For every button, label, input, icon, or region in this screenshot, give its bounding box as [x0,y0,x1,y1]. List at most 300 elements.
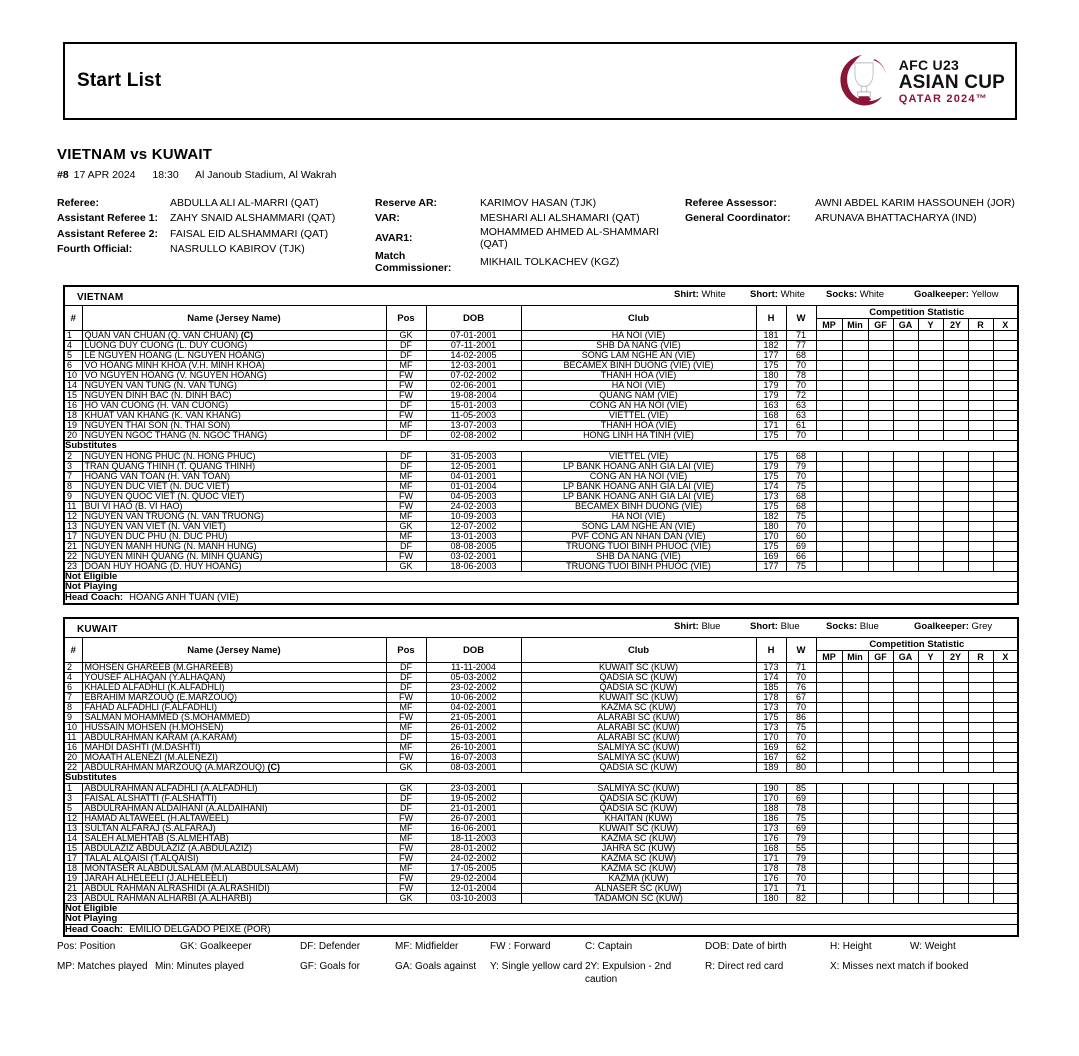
match-number: #8 [57,169,69,181]
player-stat-cell [816,331,842,341]
player-pos-cell: DF [386,663,426,673]
player-club-cell: ALNASER SC (KUW) [521,883,756,893]
player-weight-cell: 70 [786,703,816,713]
player-stat-cell [993,713,1018,723]
player-stat-cell [842,561,868,571]
player-stat-cell [943,883,968,893]
head-coach-label: Head Coach: [65,924,124,935]
player-pos-cell: DF [386,793,426,803]
player-number-cell: 8 [64,703,82,713]
player-club-cell: KAZMA (KUW) [521,873,756,883]
stat-col-header: 2Y [943,319,968,331]
player-stat-cell [943,361,968,371]
player-row [64,471,1018,481]
player-stat-cell [943,703,968,713]
player-stat-cell [816,753,842,763]
player-stat-cell [893,361,918,371]
player-row [64,833,1018,843]
player-stat-cell [868,883,893,893]
player-stat-cell [816,391,842,401]
player-stat-cell [918,411,943,421]
not-playing-label: Not Playing [64,914,1018,925]
player-stat-cell [918,461,943,471]
player-number-cell: 15 [64,391,82,401]
player-stat-cell [993,341,1018,351]
player-club-cell: HA NOI (VIE) [521,381,756,391]
player-name-cell: BUI VI HAO (B. VI HAO) [82,501,386,511]
player-stat-cell [968,331,993,341]
player-weight-cell: 78 [786,803,816,813]
player-row [64,531,1018,541]
player-number-cell: 6 [64,361,82,371]
player-dob-cell: 24-02-2003 [426,501,521,511]
player-pos-cell: DF [386,673,426,683]
player-club-cell: KAZMA SC (KUW) [521,863,756,873]
player-stat-cell [968,461,993,471]
kit-label: Goalkeeper: [914,289,969,300]
player-stat-cell [868,521,893,531]
player-pos-cell: MF [386,511,426,521]
player-stat-cell [868,341,893,351]
player-stat-cell [993,703,1018,713]
player-height-cell: 188 [756,803,786,813]
player-stat-cell [816,763,842,773]
player-stat-cell [842,893,868,903]
player-club-cell: KUWAIT SC (KUW) [521,663,756,673]
player-stat-cell [993,511,1018,521]
player-stat-cell [968,883,993,893]
player-stat-cell [993,551,1018,561]
player-stat-cell [893,531,918,541]
player-stat-cell [968,471,993,481]
player-pos-cell: DF [386,451,426,461]
player-stat-cell [842,743,868,753]
player-row [64,803,1018,813]
player-height-cell: 173 [756,703,786,713]
player-height-cell: 179 [756,461,786,471]
player-name-cell: NGUYEN MANH HUNG (N. MANH HUNG) [82,541,386,551]
player-club-cell: THANH HOA (VIE) [521,371,756,381]
match-time: 18:30 [152,169,179,181]
substitutes-row [64,441,1018,452]
player-stat-cell [918,863,943,873]
player-stat-cell [893,511,918,521]
player-club-cell: KAZMA SC (KUW) [521,853,756,863]
player-stat-cell [868,421,893,431]
team-name: VIETNAM [77,292,124,303]
player-name-cell: LE NGUYEN HOANG (L. NGUYEN HOANG) [82,351,386,361]
not-playing-label: Not Playing [64,582,1018,593]
player-row [64,823,1018,833]
player-pos-cell: FW [386,411,426,421]
player-dob-cell: 19-05-2002 [426,793,521,803]
player-stat-cell [893,853,918,863]
player-stat-cell [893,683,918,693]
player-stat-cell [993,561,1018,571]
player-stat-cell [893,351,918,361]
head-coach-row [64,924,1018,936]
kit-info: Shirt: White [674,289,726,300]
player-stat-cell [993,541,1018,551]
player-stat-cell [993,873,1018,883]
legend-item: MP: Matches played [57,961,148,972]
player-stat-cell [968,551,993,561]
player-row [64,491,1018,501]
player-number-cell: 7 [64,471,82,481]
player-stat-cell [993,763,1018,773]
player-stat-cell [993,753,1018,763]
player-row [64,411,1018,421]
player-weight-cell: 85 [786,783,816,793]
substitutes-label: Substitutes [64,441,1018,452]
player-stat-cell [893,451,918,461]
player-pos-cell: FW [386,753,426,763]
player-height-cell: 175 [756,501,786,511]
official-value: ABDULLA ALI AL-MARRI (QAT) [170,196,319,209]
player-stat-cell [816,693,842,703]
player-stat-cell [968,341,993,351]
player-pos-cell: GK [386,783,426,793]
player-club-cell: TRUONG TUOI BINH PHUOC (VIE) [521,561,756,571]
col-name-header: Name (Jersey Name) [82,306,386,331]
official-label: General Coordinator: [685,212,791,225]
player-stat-cell [893,371,918,381]
player-dob-cell: 02-08-2002 [426,431,521,441]
player-club-cell: KUWAIT SC (KUW) [521,693,756,703]
official-label: Assistant Referee 1: [57,212,158,225]
legend-item: H: Height [830,941,872,952]
player-height-cell: 171 [756,883,786,893]
player-number-cell: 10 [64,723,82,733]
match-meta [57,169,350,181]
player-stat-cell [918,561,943,571]
player-stat-cell [868,451,893,461]
player-row [64,743,1018,753]
player-row [64,561,1018,571]
player-stat-cell [918,823,943,833]
kit-info: Goalkeeper: Grey [914,621,993,632]
player-pos-cell: DF [386,683,426,693]
player-stat-cell [918,451,943,461]
player-club-cell: LP BANK HOANG ANH GIA LAI (VIE) [521,461,756,471]
column-header-row [64,638,1018,651]
player-stat-cell [842,361,868,371]
player-dob-cell: 10-06-2002 [426,693,521,703]
player-stat-cell [943,561,968,571]
player-stat-cell [893,381,918,391]
player-stat-cell [842,843,868,853]
player-dob-cell: 31-05-2003 [426,451,521,461]
player-stat-cell [816,431,842,441]
player-dob-cell: 26-10-2001 [426,743,521,753]
player-club-cell: VIETTEL (VIE) [521,451,756,461]
team-header-row [64,618,1018,638]
player-stat-cell [943,733,968,743]
player-stat-cell [943,713,968,723]
player-row [64,733,1018,743]
player-height-cell: 169 [756,551,786,561]
player-number-cell: 8 [64,481,82,491]
player-height-cell: 176 [756,873,786,883]
player-dob-cell: 13-07-2003 [426,421,521,431]
player-stat-cell [918,883,943,893]
player-stat-cell [868,813,893,823]
player-stat-cell [842,733,868,743]
official-value: MESHARI ALI ALSHAMARI (QAT) [480,212,640,225]
kit-label: Shirt: [674,289,699,300]
match-date: 17 APR 2024 [73,169,136,181]
player-stat-cell [893,823,918,833]
player-height-cell: 173 [756,663,786,673]
player-stat-cell [868,501,893,511]
player-pos-cell: DF [386,431,426,441]
player-stat-cell [893,663,918,673]
kit-label: Socks: [826,621,858,632]
player-dob-cell: 12-03-2001 [426,361,521,371]
player-stat-cell [842,693,868,703]
player-stat-cell [943,551,968,561]
player-stat-cell [968,521,993,531]
player-stat-cell [816,471,842,481]
player-stat-cell [893,873,918,883]
player-pos-cell: DF [386,541,426,551]
player-stat-cell [816,673,842,683]
player-weight-cell: 75 [786,561,816,571]
player-stat-cell [816,361,842,371]
player-stat-cell [816,683,842,693]
official-value: ARUNAVA BHATTACHARYA (IND) [815,212,977,225]
player-stat-cell [868,753,893,763]
logo-line-qatar-2024: QATAR 2024™ [898,92,988,105]
player-stat-cell [993,863,1018,873]
player-name-cell: NGUYEN VAN TUNG (N. VAN TUNG) [82,381,386,391]
legend-item: Y: Single yellow card [490,961,583,972]
player-stat-cell [943,813,968,823]
player-number-cell: 13 [64,521,82,531]
player-stat-cell [918,893,943,903]
player-club-cell: SONG LAM NGHE AN (VIE) [521,351,756,361]
player-stat-cell [968,783,993,793]
player-stat-cell [893,491,918,501]
player-stat-cell [993,683,1018,693]
player-club-cell: TRUONG TUOI BINH PHUOC (VIE) [521,541,756,551]
stat-col-header: 2Y [943,651,968,663]
player-name-cell: NGUYEN HONG PHUC (N. HONG PHUC) [82,451,386,461]
official-row [375,211,675,227]
player-stat-cell [868,491,893,501]
player-club-cell: SALMIYA SC (KUW) [521,753,756,763]
player-stat-cell [842,401,868,411]
player-stat-cell [968,451,993,461]
player-stat-cell [968,541,993,551]
player-stat-cell [943,391,968,401]
player-stat-cell [842,531,868,541]
officials-column-1 [57,195,367,257]
player-number-cell: 12 [64,511,82,521]
player-row [64,813,1018,823]
player-dob-cell: 08-03-2001 [426,763,521,773]
player-row [64,511,1018,521]
player-weight-cell: 71 [786,883,816,893]
player-row [64,893,1018,903]
stat-col-header: R [968,651,993,663]
player-number-cell: 4 [64,673,82,683]
player-stat-cell [842,823,868,833]
player-stat-cell [868,833,893,843]
player-stat-cell [993,421,1018,431]
official-row [57,211,367,227]
player-dob-cell: 26-01-2002 [426,723,521,733]
player-stat-cell [968,893,993,903]
player-row [64,693,1018,703]
legend-item: Pos: Position [57,941,116,952]
player-stat-cell [943,501,968,511]
player-stat-cell [868,843,893,853]
player-name-cell: VO NGUYEN HOANG (V. NGUYEN HOANG) [82,371,386,381]
player-dob-cell: 12-01-2004 [426,883,521,893]
player-row [64,431,1018,441]
player-number-cell: 17 [64,853,82,863]
player-stat-cell [868,371,893,381]
player-number-cell: 19 [64,421,82,431]
team-header-cell [64,618,1018,638]
player-stat-cell [943,511,968,521]
player-stat-cell [943,331,968,341]
official-value: ZAHY SNAID ALSHAMMARI (QAT) [170,212,336,225]
player-stat-cell [993,723,1018,733]
player-club-cell: LP BANK HOANG ANH GIA LAI (VIE) [521,491,756,501]
player-stat-cell [816,853,842,863]
player-dob-cell: 08-08-2005 [426,541,521,551]
player-stat-cell [868,461,893,471]
player-stat-cell [816,793,842,803]
player-stat-cell [816,541,842,551]
player-height-cell: 169 [756,743,786,753]
col-w-header: W [786,638,816,663]
player-name-cell: SALMAN MOHAMMED (S.MOHAMMED) [82,713,386,723]
player-stat-cell [842,391,868,401]
player-stat-cell [816,743,842,753]
player-height-cell: 170 [756,531,786,541]
player-stat-cell [918,341,943,351]
player-row [64,703,1018,713]
player-club-cell: HONG LINH HA TINH (VIE) [521,431,756,441]
player-stat-cell [842,371,868,381]
player-name-cell: NGUYEN MINH QUANG (N. MINH QUANG) [82,551,386,561]
player-stat-cell [968,723,993,733]
official-value: NASRULLO KABIROV (TJK) [170,243,305,256]
player-number-cell: 12 [64,813,82,823]
player-dob-cell: 03-10-2003 [426,893,521,903]
player-club-cell: SONG LAM NGHE AN (VIE) [521,521,756,531]
col-name-header: Name (Jersey Name) [82,638,386,663]
player-height-cell: 173 [756,823,786,833]
competition-statistic-header: Competition Statistic [816,638,1018,651]
player-row [64,873,1018,883]
player-club-cell: JAHRA SC (KUW) [521,843,756,853]
head-coach-cell [64,592,1018,604]
player-row [64,361,1018,371]
player-height-cell: 181 [756,331,786,341]
kit-info: Socks: Blue [826,621,879,632]
player-stat-cell [943,451,968,461]
player-number-cell: 22 [64,763,82,773]
player-weight-cell: 79 [786,833,816,843]
player-stat-cell [842,411,868,421]
player-stat-cell [842,833,868,843]
document-header [63,42,1017,120]
player-stat-cell [816,461,842,471]
player-stat-cell [993,431,1018,441]
player-stat-cell [993,481,1018,491]
player-pos-cell: MF [386,823,426,833]
player-stat-cell [918,753,943,763]
col-club-header: Club [521,638,756,663]
player-stat-cell [893,753,918,763]
player-stat-cell [943,341,968,351]
player-height-cell: 189 [756,763,786,773]
player-stat-cell [943,531,968,541]
official-label: Referee: [57,196,100,209]
player-club-cell: QUANG NAM (VIE) [521,391,756,401]
player-weight-cell: 70 [786,471,816,481]
player-stat-cell [993,743,1018,753]
player-stat-cell [842,331,868,341]
player-name-cell: NGUYEN THAI SON (N. THAI SON) [82,421,386,431]
player-name-cell: HO VAN CUONG (H. VAN CUONG) [82,401,386,411]
player-club-cell: PVF CONG AN NHAN DAN (VIE) [521,531,756,541]
player-name-cell: MONTASER ALABDULSALAM (M.ALABDULSALAM) [82,863,386,873]
player-stat-cell [993,733,1018,743]
official-value: KARIMOV HASAN (TJK) [480,196,597,209]
player-stat-cell [816,521,842,531]
player-name-cell: ABDULRAHMAN MARZOUQ (A.MARZOUQ) (C) [82,763,386,773]
player-row [64,331,1018,341]
player-number-cell: 15 [64,843,82,853]
player-stat-cell [918,471,943,481]
player-stat-cell [893,783,918,793]
player-pos-cell: FW [386,551,426,561]
player-weight-cell: 60 [786,531,816,541]
player-dob-cell: 11-11-2004 [426,663,521,673]
player-height-cell: 163 [756,401,786,411]
captain-mark: (C) [240,330,254,340]
player-stat-cell [842,803,868,813]
player-stat-cell [993,793,1018,803]
player-height-cell: 180 [756,371,786,381]
player-stat-cell [968,703,993,713]
player-number-cell: 2 [64,451,82,461]
player-weight-cell: 70 [786,873,816,883]
substitutes-label: Substitutes [64,773,1018,784]
player-stat-cell [943,401,968,411]
player-stat-cell [816,511,842,521]
player-pos-cell: FW [386,391,426,401]
player-name-cell: HUSSAIN MOHSEN (H.MOHSEN) [82,723,386,733]
kit-info: Shirt: Blue [674,621,721,632]
player-stat-cell [868,723,893,733]
player-stat-cell [868,683,893,693]
player-stat-cell [943,823,968,833]
player-weight-cell: 78 [786,863,816,873]
player-name-cell: NGUYEN QUOC VIET (N. QUOC VIET) [82,491,386,501]
player-stat-cell [893,431,918,441]
player-stat-cell [918,431,943,441]
not-playing-row [64,582,1018,593]
player-height-cell: 175 [756,431,786,441]
player-height-cell: 179 [756,391,786,401]
player-row [64,521,1018,531]
